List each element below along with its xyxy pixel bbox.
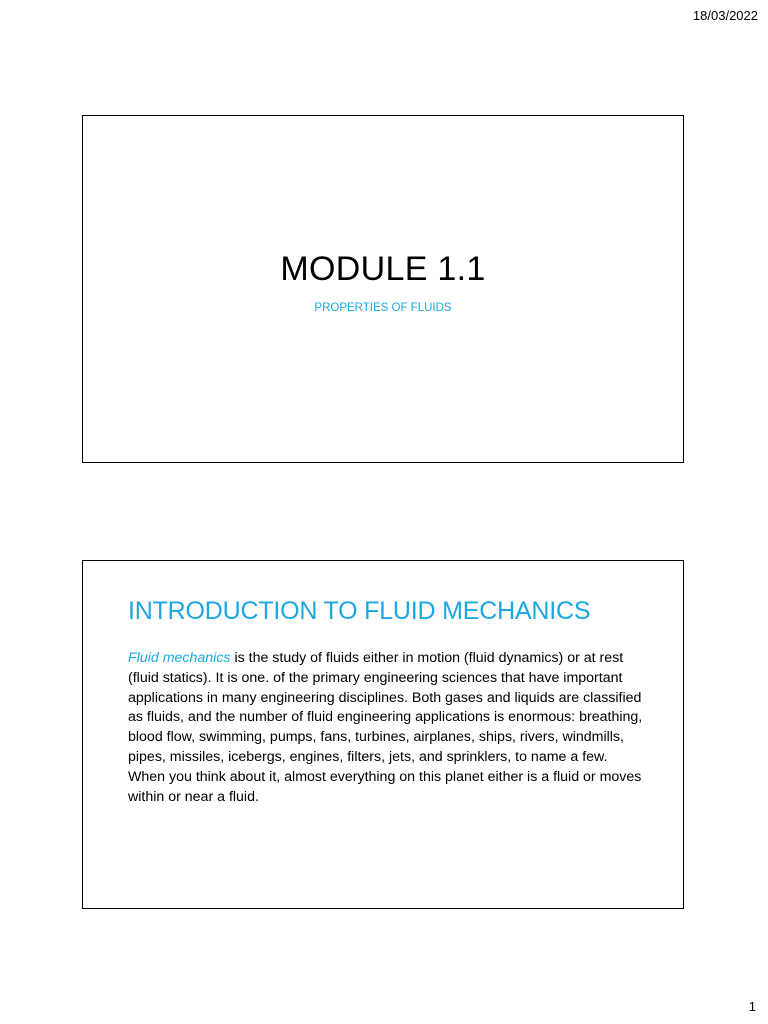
introduction-body-text: is the study of fluids either in motion (fluid dynamics) or at rest (fluid statics). It is one. of the primary engineering sciences that have important applications in many engineering disciplines. Both gases and liquids are classified as fluids, and the number of fluid engineering applications is enormous: breathing, blood flow, swimming, pumps, fans, turbines, airplanes, ships, rivers, windmills, pipes, missiles, icebergs, engines, filters, jets, and sprinklers, to name a few. When you think about it, almost everything on this planet either is a fluid or moves within or near a fluid. [128, 650, 643, 805]
module-title: MODULE 1.1 [280, 250, 486, 288]
slide-introduction [82, 560, 684, 909]
module-subtitle: PROPERTIES OF FLUIDS [314, 302, 452, 314]
introduction-paragraph [128, 649, 648, 807]
introduction-heading: INTRODUCTION TO FLUID MECHANICS [128, 597, 591, 625]
page-number: 1 [748, 999, 756, 1014]
fluid-mechanics-term: Fluid mechanics [128, 650, 231, 666]
page-date: 18/03/2022 [692, 8, 758, 23]
slide-module-title [82, 115, 684, 463]
